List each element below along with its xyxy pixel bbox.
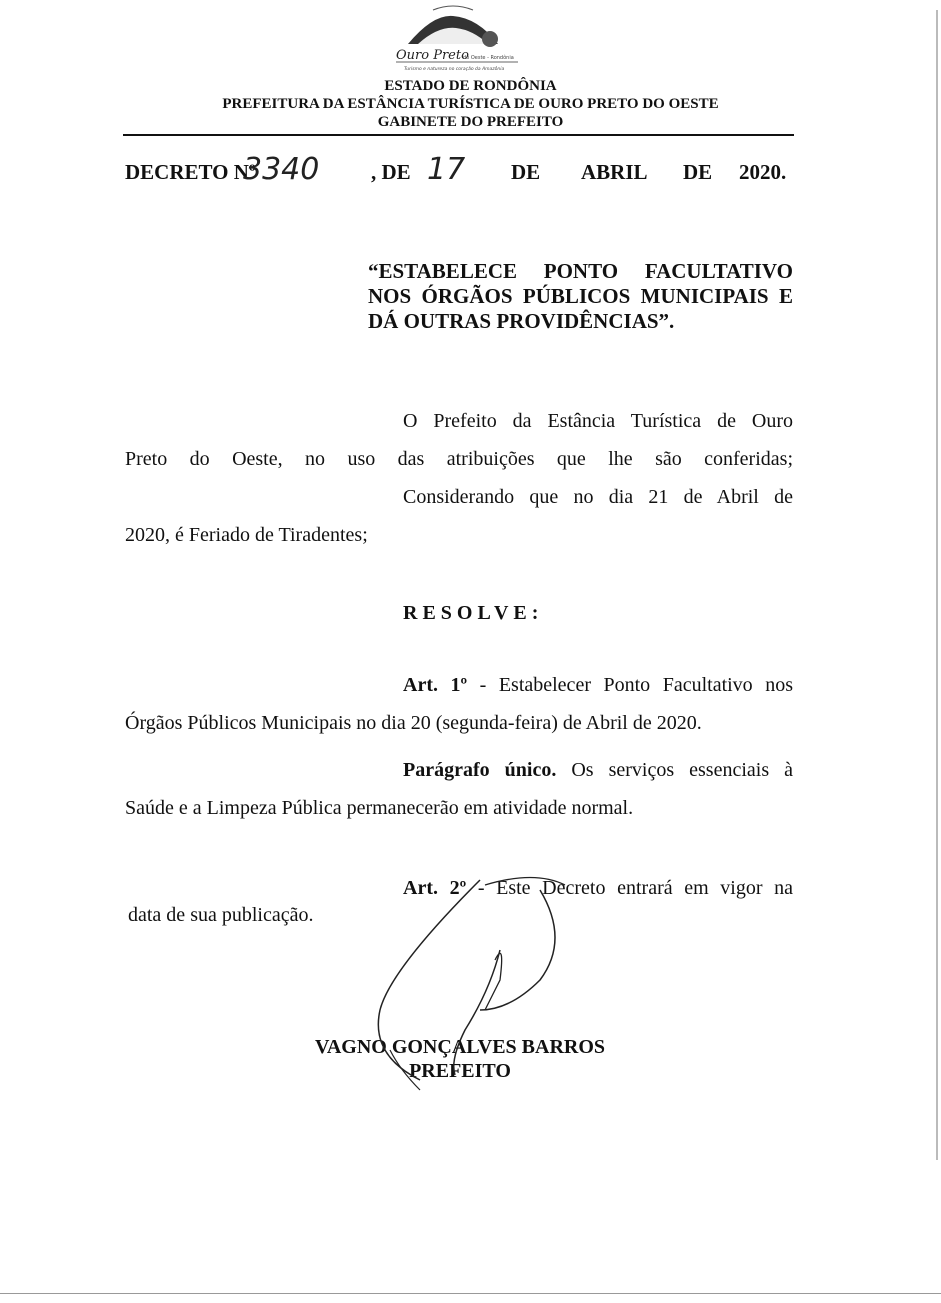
article-2-line: data de sua publicação. <box>128 904 314 926</box>
decree-day-handwritten: 17 <box>427 152 466 187</box>
decree-month: ABRIL <box>581 160 648 184</box>
article-2-text: - Este Decreto entrará em vigor na <box>466 877 793 899</box>
article-1-line <box>403 673 793 697</box>
decree-label: DECRETO Nº <box>125 160 256 184</box>
preamble-line: O Prefeito da Estância Turística de Ouro <box>403 410 793 432</box>
article-2-label: Art. 2º <box>403 877 467 899</box>
summary-line: “ESTABELECE PONTO FACULTATIVO <box>368 259 793 283</box>
resolve-heading: RESOLVE: <box>403 602 544 624</box>
preamble-line: 2020, é Feriado de Tiradentes; <box>125 524 368 546</box>
decree-de2: DE <box>683 160 713 184</box>
article-1-text: - Estabelecer Ponto Facultativo nos <box>467 674 793 696</box>
decree-year: 2020. <box>739 160 787 184</box>
svg-text:Turismo e natureza no coração: Turismo e natureza no coração da Amazônia <box>404 67 505 72</box>
header-prefecture: PREFEITURA DA ESTÂNCIA TURÍSTICA DE OURO PRETO DO OESTE <box>222 96 719 112</box>
city-logo <box>378 4 528 78</box>
preamble-line: Preto do Oeste, no uso das atribuições que lhe são conferidas; <box>125 448 793 470</box>
svg-text:do Oeste - Rondônia: do Oeste - Rondônia <box>463 55 514 61</box>
article-1-label: Art. 1º <box>403 674 468 696</box>
header-rule <box>123 134 794 136</box>
signatory-name: VAGNO GONÇALVES BARROS <box>314 1036 606 1058</box>
svg-text:Ouro Preto: Ouro Preto <box>396 48 469 63</box>
paragraph-line: Saúde e a Limpeza Pública permanecerão em atividade normal. <box>125 797 634 819</box>
decree-sep: , DE <box>371 160 411 184</box>
paragraph-label: Parágrafo único. <box>403 759 557 781</box>
summary-line: NOS ÓRGÃOS PÚBLICOS MUNICIPAIS E <box>368 284 793 308</box>
summary-line: DÁ OUTRAS PROVIDÊNCIAS”. <box>368 309 675 333</box>
scan-edge-line <box>936 10 938 1160</box>
paragraph-line <box>403 758 793 782</box>
article-1-line: Órgãos Públicos Municipais no dia 20 (segunda-feira) de Abril de 2020. <box>125 712 702 734</box>
scan-bottom-line <box>0 1293 941 1294</box>
handwritten-signature <box>360 860 600 1100</box>
header-office: GABINETE DO PREFEITO <box>377 114 564 130</box>
signatory-role: PREFEITO <box>409 1060 511 1082</box>
decree-summary <box>368 259 793 334</box>
preamble-line: Considerando que no dia 21 de Abril de <box>403 486 793 508</box>
decree-title <box>125 152 793 188</box>
paragraph-text: Os serviços essenciais à <box>556 759 793 781</box>
decree-number-handwritten: 3340 <box>243 152 320 187</box>
decree-de1: DE <box>511 160 541 184</box>
header-state: ESTADO DE RONDÔNIA <box>384 78 557 94</box>
